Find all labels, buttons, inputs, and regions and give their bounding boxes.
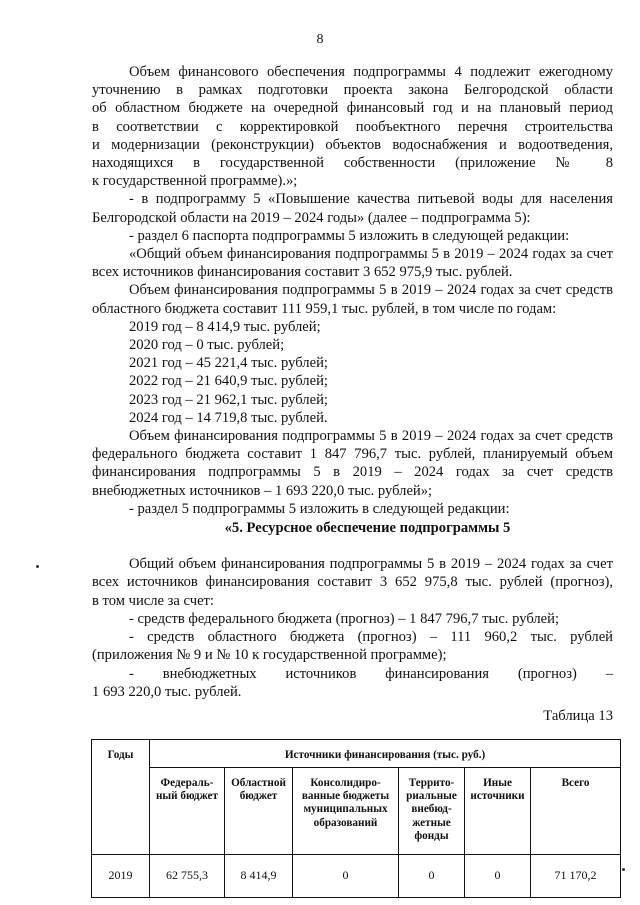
text-line: - раздел 6 паспорта подпрограммы 5 изложить в следующей редакции: bbox=[129, 227, 570, 244]
header-sources: Источники финансирования (тыс. руб.) bbox=[150, 740, 621, 767]
header-territorial-funds: Террито-риальные внебюд-жетные фонды bbox=[399, 767, 465, 854]
text-line: - внебюджетных источников финансирования (прогноз) – bbox=[129, 665, 613, 682]
cell-year: 2019 bbox=[92, 854, 150, 897]
text-line: областного бюджета составит 111 959,1 тыс. рублей, в том числе по годам: bbox=[92, 300, 557, 317]
year-line: 2019 год – 8 414,9 тыс. рублей; bbox=[129, 318, 321, 335]
text-line: Белгородской области на 2019 – 2024 годы» (далее – подпрограмма 5): bbox=[92, 209, 531, 226]
cell-other-sources: 0 bbox=[465, 854, 531, 897]
text-line: находящихся в государственной собственности (приложение № 8 bbox=[92, 155, 613, 172]
text-line: федерального бюджета составит 1 847 796,7 тыс. рублей, планируемый объем bbox=[92, 446, 613, 463]
text-line: - средств областного бюджета (прогноз) – 111 960,2 тыс. рублей bbox=[129, 629, 613, 646]
text-line: в соответствии с корректировкой пообъектного перечня строительства bbox=[92, 118, 613, 135]
text-line: внебюджетных источников – 1 693 220,0 тыс. рублей»; bbox=[92, 482, 433, 499]
text-line: всех источников финансирования составит 3 652 975,9 тыс. рублей. bbox=[92, 264, 513, 281]
text-line: уточнению в рамках подготовки проекта закона Белгородской области bbox=[92, 82, 613, 99]
cell-territorial-funds: 0 bbox=[399, 854, 465, 897]
yearly-funding-list bbox=[92, 318, 613, 427]
funding-table bbox=[91, 739, 621, 897]
cell-regional: 8 414,9 bbox=[225, 854, 293, 897]
text-line: Объем финансирования подпрограммы 5 в 2019 – 2024 годах за счет средств bbox=[129, 282, 613, 299]
document-body bbox=[92, 63, 613, 898]
text-line: - средств федерального бюджета (прогноз) – 1 847 796,7 тыс. рублей; bbox=[129, 610, 560, 627]
text-line: Общий объем финансирования подпрограммы 5 в 2019 – 2024 годах за счет bbox=[129, 556, 613, 573]
page-number: 8 bbox=[316, 32, 324, 47]
year-line: 2023 год – 21 962,1 тыс. рублей; bbox=[129, 391, 328, 408]
header-municipal: Консолидиро-ванные бюджеты муниципальных образований bbox=[293, 767, 399, 854]
text-line: в том числе за счет: bbox=[92, 592, 214, 609]
header-regional: Областной бюджет bbox=[225, 767, 293, 854]
section-heading: «5. Ресурсное обеспечение подпрограммы 5 bbox=[224, 520, 511, 537]
text-line: (приложения № 9 и № 10 к государственной программе); bbox=[92, 647, 447, 664]
text-line: финансирования подпрограммы 5 в 2019 – 2024 годах за счет средств bbox=[92, 464, 613, 481]
text-line: 1 693 220,0 тыс. рублей. bbox=[92, 683, 242, 700]
cell-federal: 62 755,3 bbox=[150, 854, 225, 897]
text-line: «Общий объем финансирования подпрограммы 5 в 2019 – 2024 годах за счет bbox=[129, 246, 613, 263]
text-line: к государственной программе).»; bbox=[92, 173, 298, 190]
header-years: Годы bbox=[92, 740, 150, 854]
year-line: 2020 год – 0 тыс. рублей; bbox=[129, 337, 285, 354]
scan-speck bbox=[36, 565, 39, 568]
cell-total: 71 170,2 bbox=[531, 854, 621, 897]
header-total: Всего bbox=[531, 767, 621, 854]
cell-municipal: 0 bbox=[293, 854, 399, 897]
text-line: - в подпрограмму 5 «Повышение качества питьевой воды для населения bbox=[129, 191, 613, 208]
year-line: 2022 год – 21 640,9 тыс. рублей; bbox=[129, 373, 328, 390]
year-line: 2024 год – 14 719,8 тыс. рублей. bbox=[129, 409, 328, 426]
text-line: Объем финансирования подпрограммы 5 в 2019 – 2024 годах за счет средств bbox=[129, 428, 613, 445]
table-row bbox=[92, 854, 621, 897]
text-line: Объем финансового обеспечения подпрограммы 4 подлежит ежегодному bbox=[129, 64, 613, 80]
year-line: 2021 год – 45 221,4 тыс. рублей; bbox=[129, 355, 328, 372]
text-line: и модернизации (реконструкции) объектов водоснабжения и водоотведения, bbox=[92, 136, 613, 153]
header-other-sources: Иные источники bbox=[465, 767, 531, 854]
text-line: всех источников финансирования составит 3 652 975,8 тыс. рублей (прогноз), bbox=[92, 574, 613, 591]
text-line: об областном бюджете на очередной финансовый год и на плановый период bbox=[92, 100, 613, 117]
header-federal: Федераль-ный бюджет bbox=[150, 767, 225, 854]
text-line: - раздел 5 подпрограммы 5 изложить в следующей редакции: bbox=[129, 500, 510, 517]
table-caption: Таблица 13 bbox=[543, 707, 613, 724]
scan-speck bbox=[622, 868, 625, 871]
